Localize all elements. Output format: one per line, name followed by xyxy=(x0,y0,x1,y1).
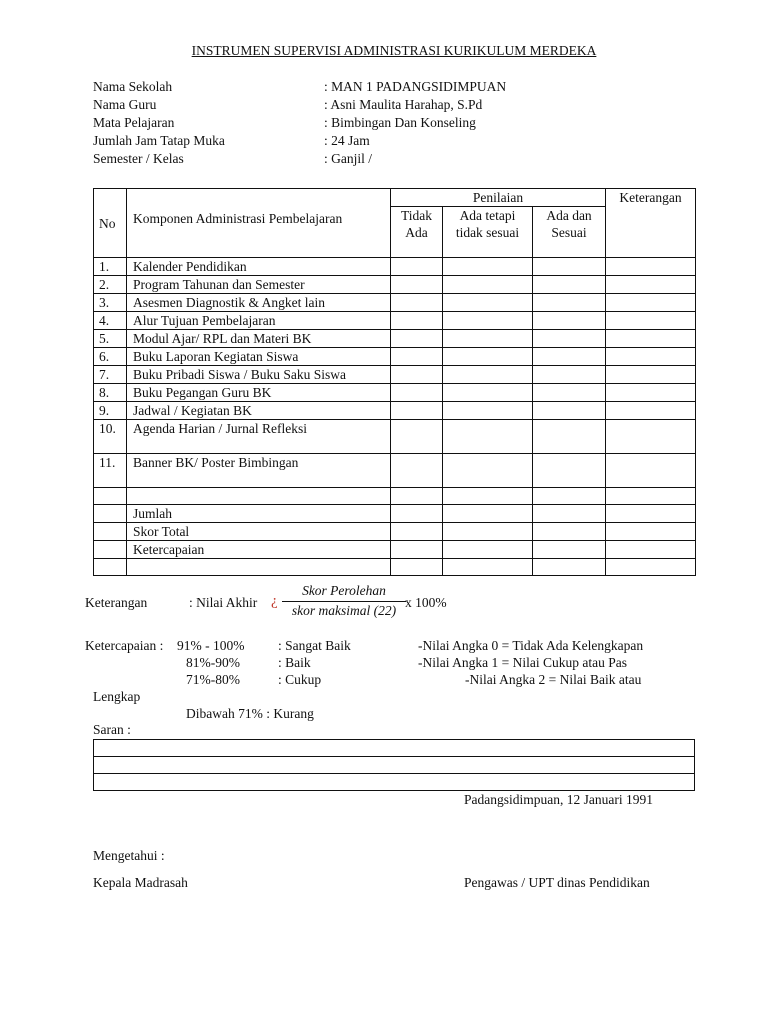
pengawas-label: Pengawas / UPT dinas Pendidikan xyxy=(464,875,650,890)
row-no: 3. xyxy=(94,294,127,312)
row-item: Jadwal / Kegiatan BK xyxy=(127,402,391,420)
table-row xyxy=(94,294,696,312)
row-item: Asesmen Diagnostik & Angket lain xyxy=(127,294,391,312)
header-keterangan: Keterangan xyxy=(606,189,696,258)
row-item: Banner BK/ Poster Bimbingan xyxy=(127,454,391,488)
jumlah-label: Jumlah xyxy=(127,505,391,523)
table-row-empty xyxy=(94,559,696,576)
header-tidak-ada: Tidak Ada xyxy=(391,207,443,258)
table-row xyxy=(94,420,696,454)
table-row-jumlah xyxy=(94,505,696,523)
criteria-range: 81%-90% xyxy=(186,655,240,670)
row-no: 4. xyxy=(94,312,127,330)
note-nilai-1: -Nilai Angka 1 = Nilai Cukup atau Pas xyxy=(418,655,627,670)
formula-numerator: Skor Perolehan xyxy=(282,583,406,602)
table-row xyxy=(94,312,696,330)
table-row-skor-total xyxy=(94,523,696,541)
row-no: 7. xyxy=(94,366,127,384)
table-row xyxy=(94,330,696,348)
formula-denominator: skor maksimal (22) xyxy=(291,603,397,618)
row-item: Agenda Harian / Jurnal Refleksi xyxy=(127,420,391,454)
criteria-grade: : Sangat Baik xyxy=(278,638,351,653)
row-item: Modul Ajar/ RPL dan Materi BK xyxy=(127,330,391,348)
saran-label: Saran : xyxy=(93,722,131,737)
table-row xyxy=(94,258,696,276)
school-name-value: : MAN 1 PADANGSIDIMPUAN xyxy=(324,79,507,94)
row-item: Kalender Pendidikan xyxy=(127,258,391,276)
document-title: INSTRUMEN SUPERVISI ADMINISTRASI KURIKULUM MERDEKA xyxy=(191,43,597,58)
row-no: 5. xyxy=(94,330,127,348)
header-penilaian: Penilaian xyxy=(391,189,606,207)
row-no: 1. xyxy=(94,258,127,276)
header-ada-tidak-sesuai: Ada tetapi tidak sesuai xyxy=(443,207,533,258)
hours-value: : 24 Jam xyxy=(324,133,370,148)
row-no: 10. xyxy=(94,420,127,454)
kepala-madrasah-label: Kepala Madrasah xyxy=(93,875,188,890)
table-row xyxy=(94,454,696,488)
criteria-range: 71%-80% xyxy=(186,672,240,687)
criteria-range: 91% - 100% xyxy=(177,638,245,653)
header-komponen: Komponen Administrasi Pembelajaran xyxy=(127,189,391,258)
formula-symbol: ¿ xyxy=(271,593,278,609)
row-item: Buku Pegangan Guru BK xyxy=(127,384,391,402)
row-no: 11. xyxy=(94,454,127,488)
mengetahui-label: Mengetahui : xyxy=(93,848,165,863)
table-row xyxy=(94,384,696,402)
criteria-below: Dibawah 71% : Kurang xyxy=(186,706,314,721)
formula-label: Keterangan xyxy=(85,595,148,610)
row-item: Buku Laporan Kegiatan Siswa xyxy=(127,348,391,366)
table-header-row xyxy=(94,189,696,207)
row-item: Alur Tujuan Pembelajaran xyxy=(127,312,391,330)
row-no: 8. xyxy=(94,384,127,402)
row-no: 6. xyxy=(94,348,127,366)
header-ada-sesuai: Ada dan Sesuai xyxy=(533,207,606,258)
row-no: 2. xyxy=(94,276,127,294)
row-no: 9. xyxy=(94,402,127,420)
formula-fraction xyxy=(282,583,406,619)
row-item: Buku Pribadi Siswa / Buku Saku Siswa xyxy=(127,366,391,384)
teacher-name-value: : Asni Maulita Harahap, S.Pd xyxy=(324,97,483,112)
semester-label: Semester / Kelas xyxy=(93,151,184,166)
note-nilai-0: -Nilai Angka 0 = Tidak Ada Kelengkapan xyxy=(418,638,644,653)
school-name-label: Nama Sekolah xyxy=(93,79,173,94)
row-item: Program Tahunan dan Semester xyxy=(127,276,391,294)
supervision-table xyxy=(93,188,696,576)
table-row xyxy=(94,276,696,294)
criteria-grade: : Baik xyxy=(278,655,311,670)
table-row xyxy=(94,366,696,384)
saran-box xyxy=(93,739,695,791)
nilai-akhir-label: : Nilai Akhir xyxy=(189,595,258,610)
ketercapaian-label: Ketercapaian xyxy=(127,541,391,559)
semester-value: : Ganjil / xyxy=(324,151,372,166)
skor-total-label: Skor Total xyxy=(127,523,391,541)
table-row-ketercapaian xyxy=(94,541,696,559)
teacher-name-label: Nama Guru xyxy=(93,97,157,112)
hours-label: Jumlah Jam Tatap Muka xyxy=(93,133,225,148)
place-date: Padangsidimpuan, 12 Januari 1991 xyxy=(464,792,653,807)
note-nilai-2-cont: Lengkap xyxy=(93,689,141,704)
table-row-empty xyxy=(94,488,696,505)
criteria-grade: : Cukup xyxy=(278,672,322,687)
formula-suffix: x 100% xyxy=(405,595,447,610)
table-row xyxy=(94,348,696,366)
criteria-label: Ketercapaian : xyxy=(85,638,164,653)
subject-label: Mata Pelajaran xyxy=(93,115,175,130)
header-no: No xyxy=(94,189,127,258)
subject-value: : Bimbingan Dan Konseling xyxy=(324,115,476,130)
note-nilai-2: -Nilai Angka 2 = Nilai Baik atau xyxy=(465,672,642,687)
table-row xyxy=(94,402,696,420)
